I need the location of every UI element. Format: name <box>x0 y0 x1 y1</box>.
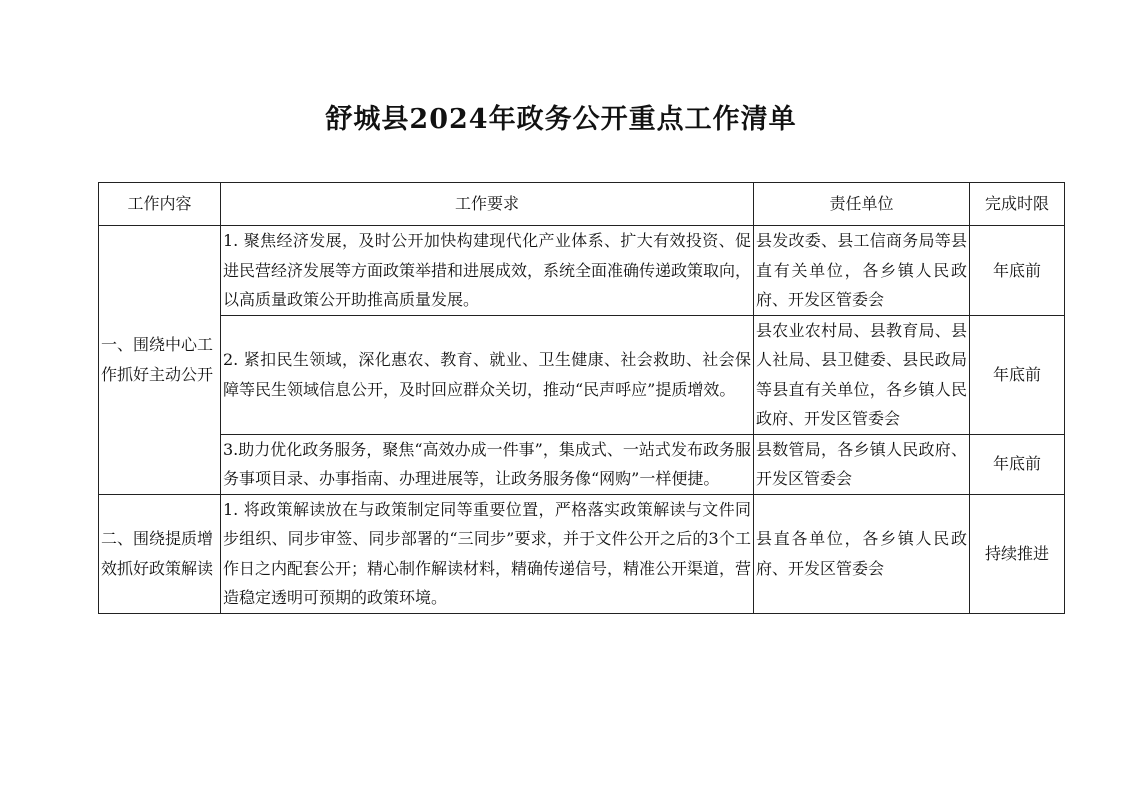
deadline-cell: 持续推进 <box>970 494 1065 613</box>
header-work-requirement: 工作要求 <box>221 183 754 226</box>
table-row <box>99 434 1065 494</box>
page-title: 舒城县2024年政务公开重点工作清单 <box>325 104 797 135</box>
deadline-cell: 年底前 <box>970 434 1065 494</box>
responsible-unit-cell: 县直各单位，各乡镇人民政府、开发区管委会 <box>754 494 970 613</box>
work-content-cell: 二、围绕提质增效抓好政策解读 <box>99 494 221 613</box>
requirement-cell: 2. 紧扣民生领域，深化惠农、教育、就业、卫生健康、社会救助、社会保障等民生领域信息公开，及时回应群众关切，推动“民声呼应”提质增效。 <box>221 315 754 434</box>
table-row <box>99 315 1065 434</box>
responsible-unit-cell: 县农业农村局、县教育局、县人社局、县卫健委、县民政局等县直有关单位，各乡镇人民政府、开发区管委会 <box>754 315 970 434</box>
requirement-cell: 3.助力优化政务服务，聚焦“高效办成一件事”，集成式、一站式发布政务服务事项目录、办事指南、办理进展等，让政务服务像“网购”一样便捷。 <box>221 434 754 494</box>
deadline-cell: 年底前 <box>970 315 1065 434</box>
requirement-cell: 1. 聚焦经济发展，及时公开加快构建现代化产业体系、扩大有效投资、促进民营经济发展等方面政策举措和进展成效，系统全面准确传递政策取向，以高质量政策公开助推高质量发展。 <box>221 226 754 316</box>
requirement-cell: 1. 将政策解读放在与政策制定同等重要位置，严格落实政策解读与文件同步组织、同步审签、同步部署的“三同步”要求，并于文件公开之后的3个工作日之内配套公开；精心制作解读材料，精确传递信号，精准公开渠道，营造稳定透明可预期的政策环境。 <box>221 494 754 613</box>
work-list-table <box>98 182 1065 614</box>
responsible-unit-cell: 县数管局，各乡镇人民政府、开发区管委会 <box>754 434 970 494</box>
work-content-cell: 一、围绕中心工作抓好主动公开 <box>99 226 221 495</box>
table-row <box>99 226 1065 316</box>
header-deadline: 完成时限 <box>970 183 1065 226</box>
responsible-unit-cell: 县发改委、县工信商务局等县直有关单位，各乡镇人民政府、开发区管委会 <box>754 226 970 316</box>
table-row <box>99 494 1065 613</box>
header-responsible-unit: 责任单位 <box>754 183 970 226</box>
header-work-content: 工作内容 <box>99 183 221 226</box>
deadline-cell: 年底前 <box>970 226 1065 316</box>
table-header-row <box>99 183 1065 226</box>
